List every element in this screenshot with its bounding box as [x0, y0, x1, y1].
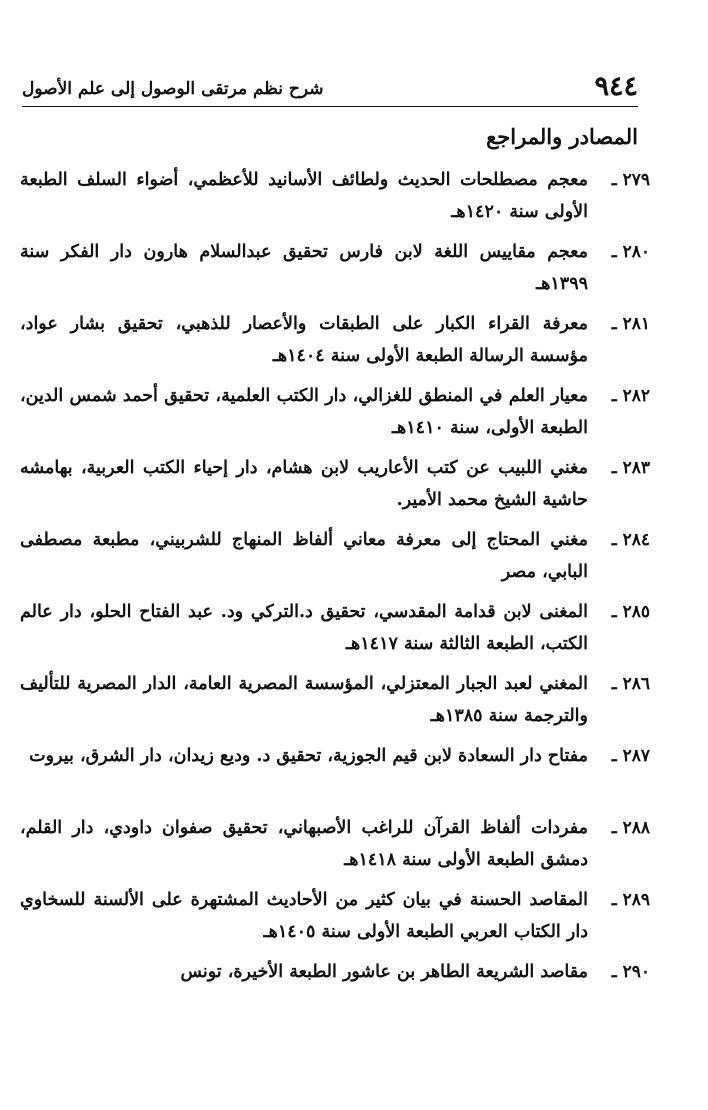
entry-number: ٢٩٠ ـ: [611, 962, 650, 982]
bibliography-entry: [20, 452, 650, 524]
bibliography-entry: [20, 956, 650, 1028]
bibliography-entry: [20, 380, 650, 452]
entry-text: معجم مصطلحات الحديث ولطائف الأسانيد للأعظمي، أضواء السلف الطبعة الأولى سنة ١٤٢٠هـ: [20, 170, 588, 222]
entry-text: معيار العلم في المنطق للغزالي، دار الكتب العلمية، تحقيق أحمد شمس الدين، الطبعة الأولى، سنة ١٤١٠هـ: [20, 386, 588, 438]
bibliography-entry: [20, 812, 650, 884]
entry-text: مفردات ألفاظ القرآن للراغب الأصبهاني، تحقيق صفوان داودي، دار القلم، دمشق الطبعة الأولى سنة ١٤١٨هـ: [20, 818, 588, 870]
bibliography-list: [20, 164, 650, 1028]
entry-number: ٢٨٤ ـ: [611, 530, 650, 550]
entry-text: معجم مقاييس اللغة لابن فارس تحقيق عبدالسلام هارون دار الفكر سنة ١٣٩٩هـ: [20, 242, 588, 294]
bibliography-entry: [20, 308, 650, 380]
entry-text: معرفة القراء الكبار على الطبقات والأعصار للذهبي، تحقيق بشار عواد، مؤسسة الرسالة الطبعة الأولى سنة ١٤٠٤هـ: [20, 314, 588, 366]
section-title: المصادر والمراجع: [486, 124, 638, 149]
page-number: ٩٤٤: [594, 71, 638, 102]
entry-text: مغني المحتاج إلى معرفة معاني ألفاظ المنهاج للشربيني، مطبعة مصطفى البابي، مصر: [20, 530, 588, 582]
entry-text: المقاصد الحسنة في بيان كثير من الأحاديث المشتهرة على الألسنة للسخاوي دار الكتاب العربي الطبعة الأولى سنة ١٤٠٥هـ: [20, 890, 588, 942]
entry-text: المغنى لابن قدامة المقدسي، تحقيق د.التركي ود. عبد الفتاح الحلو، دار عالم الكتب، الطبعة الثالثة سنة ١٤١٧هـ: [20, 602, 588, 654]
page-header: [22, 66, 638, 107]
entry-text: مغني اللبيب عن كتب الأعاريب لابن هشام، دار إحياء الكتب العربية، بهامشه حاشية الشيخ محمد الأمير.: [20, 458, 588, 510]
entry-number: ٢٨٢ ـ: [611, 386, 650, 406]
bibliography-entry: [20, 524, 650, 596]
bibliography-entry: [20, 740, 650, 812]
bibliography-entry: [20, 596, 650, 668]
entry-text: المغني لعبد الجبار المعتزلي، المؤسسة المصرية العامة، الدار المصرية للتأليف والترجمة سنة ١٣٨٥هـ: [20, 674, 588, 726]
running-title: شرح نظم مرتقى الوصول إلى علم الأصول: [22, 79, 324, 99]
entry-number: ٢٨٩ ـ: [611, 890, 650, 910]
entry-number: ٢٨٦ ـ: [611, 674, 650, 694]
entry-number: ٢٨٨ ـ: [611, 818, 650, 838]
entry-number: ٢٨٠ ـ: [611, 242, 650, 262]
entry-text: مقاصد الشريعة الطاهر بن عاشور الطبعة الأخيرة، تونس: [180, 962, 588, 982]
entry-number: ٢٧٩ ـ: [611, 170, 650, 190]
bibliography-entry: [20, 668, 650, 740]
bibliography-entry: [20, 164, 650, 236]
bibliography-entry: [20, 236, 650, 308]
entry-text: مفتاح دار السعادة لابن قيم الجوزية، تحقيق د. وديع زيدان، دار الشرق، بيروت: [29, 746, 588, 766]
entry-number: ٢٨٧ ـ: [611, 746, 650, 766]
entry-number: ٢٨٣ ـ: [611, 458, 650, 478]
entry-number: ٢٨١ ـ: [611, 314, 650, 334]
entry-number: ٢٨٥ ـ: [611, 602, 650, 622]
bibliography-entry: [20, 884, 650, 956]
